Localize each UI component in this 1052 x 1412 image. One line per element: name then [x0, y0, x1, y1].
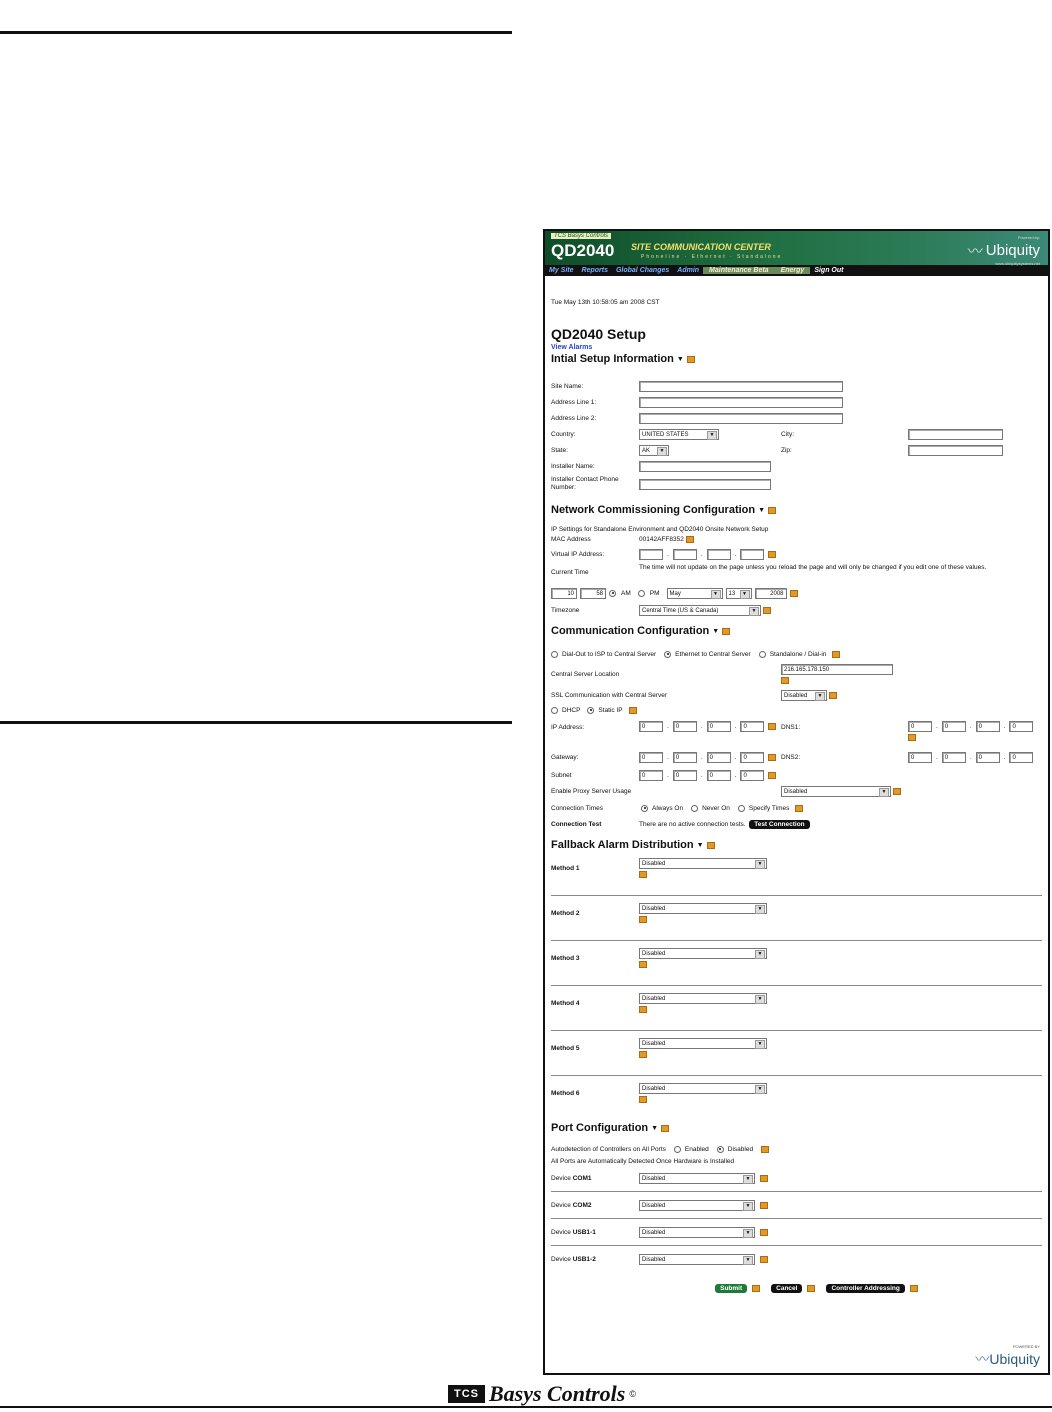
timezone-label: Timezone [551, 606, 580, 614]
ubiquity-text: Ubiquity [989, 1351, 1040, 1367]
help-icon[interactable] [893, 788, 901, 795]
country-label: Country: [551, 430, 576, 438]
virtual-ip-label: Virtual IP Address: [551, 550, 605, 558]
installer-phone-label: Installer Contact Phone Number: [551, 476, 619, 491]
ip-address-label: IP Address: [551, 724, 585, 731]
chevron-down-icon[interactable]: ▼ [758, 506, 766, 514]
method-label: Method 1 [551, 865, 580, 872]
fallback-method-row [551, 945, 1042, 981]
view-alarms-link[interactable]: View Alarms [551, 344, 593, 351]
test-connection-button[interactable]: Test Connection [749, 820, 809, 829]
method-select[interactable]: Disabled ▼ [639, 1038, 767, 1049]
port-device-row [551, 1167, 1042, 1189]
device-prefix: Device [551, 1174, 571, 1182]
section-network[interactable] [551, 504, 1042, 516]
subnet-octet[interactable]: 0 [673, 770, 697, 781]
registered-mark: © [629, 1389, 636, 1399]
zip-input[interactable] [908, 445, 1003, 456]
proxy-select[interactable]: Disabled ▼ [781, 786, 891, 797]
divider [551, 1030, 1042, 1031]
ip-octet[interactable]: 0 [673, 721, 697, 732]
dns1-fields: 0 . 0 . 0 . 0 [908, 721, 1033, 732]
nav-my-site[interactable]: My Site [549, 267, 574, 274]
divider [551, 985, 1042, 986]
mac-value: 00142AFF8352 [639, 535, 684, 543]
device-name: COM2 [572, 1201, 592, 1209]
virtual-ip-fields: . . . [639, 549, 776, 560]
connection-test-label: Connection Test [551, 820, 602, 828]
ethernet-label: Ethernet to Central Server [675, 650, 751, 658]
device-select[interactable]: Disabled ▼ [639, 1254, 755, 1265]
vip-octet-4[interactable] [740, 549, 764, 560]
section-title: Intial Setup Information [551, 353, 674, 365]
tcs-badge: TCS [448, 1385, 485, 1403]
static-ip-label: Static IP [598, 706, 623, 714]
minute-input[interactable]: 58 [580, 588, 606, 599]
specify-times-radio[interactable] [738, 805, 745, 812]
network-description: IP Settings for Standalone Environment and QD2040 Onsite Network Setup [551, 526, 769, 533]
pm-label: PM [649, 589, 660, 597]
timezone-select[interactable]: Central Time (US & Canada) ▼ [639, 605, 761, 616]
city-label: City: [781, 430, 794, 438]
time-note: The time will not update on the page unless you reload the page and will only be changed if you edit one of these values. [639, 564, 987, 571]
vip-octet-2[interactable] [673, 549, 697, 560]
help-icon[interactable] [807, 1285, 815, 1292]
method-label: Method 4 [551, 1000, 580, 1007]
country-select[interactable]: UNITED STATES ▼ [639, 429, 719, 440]
fallback-methods-list [551, 855, 1042, 1116]
help-icon[interactable] [761, 1146, 769, 1153]
central-server-label: Central Server Location [551, 670, 620, 678]
subnet-label: Subnet [551, 771, 572, 779]
address1-label: Address Line 1: [551, 398, 597, 406]
gateway-label: Gateway: [551, 753, 579, 761]
ip-octet[interactable]: 0 [707, 721, 731, 732]
help-icon[interactable] [768, 723, 776, 730]
address1-input[interactable] [639, 397, 843, 408]
help-icon[interactable] [781, 677, 789, 684]
device-select[interactable]: Disabled ▼ [639, 1173, 755, 1184]
page-title: QD2040 Setup [551, 326, 646, 342]
help-icon[interactable] [832, 651, 840, 658]
port-devices-list [551, 1167, 1042, 1270]
ip-address-fields: 0 . 0 . 0 . 0 [639, 721, 776, 732]
autodetect-label: Autodetection of Controllers on All Ports [551, 1145, 666, 1153]
hour-input[interactable]: 10 [551, 588, 577, 599]
help-icon[interactable] [760, 1256, 768, 1263]
proxy-label: Enable Proxy Server Usage [551, 787, 632, 795]
always-on-label: Always On [652, 804, 684, 812]
divider [551, 1191, 1042, 1192]
gateway-fields: 0 . 0 . 0 . 0 [639, 752, 776, 763]
help-icon[interactable] [687, 356, 695, 363]
basys-controls-text: Basys Controls [489, 1381, 626, 1406]
cancel-button[interactable]: Cancel [771, 1284, 802, 1293]
nav-bar [545, 265, 1048, 276]
help-icon[interactable] [639, 1006, 647, 1013]
nav-admin[interactable]: Admin [677, 267, 700, 274]
help-icon[interactable] [829, 692, 837, 699]
help-icon[interactable] [639, 1051, 647, 1058]
dns2-label: DNS2: [781, 753, 801, 761]
help-icon[interactable] [790, 590, 798, 597]
divider [551, 1075, 1042, 1076]
help-icon[interactable] [768, 772, 776, 779]
connection-times-label: Connection Times [551, 804, 604, 812]
help-icon[interactable] [707, 842, 715, 849]
ubiquity-text: Ubiquity [985, 242, 1040, 259]
subnet-fields: 0 . 0 . 0 . 0 [639, 770, 776, 781]
autodetect-enabled-label: Enabled [684, 1145, 709, 1153]
method-label: Method 2 [551, 910, 580, 917]
vip-octet-3[interactable] [707, 549, 731, 560]
method-label: Method 3 [551, 955, 580, 962]
timestamp: Tue May 13th 10:58:05 am 2008 CST [551, 299, 660, 306]
device-name: USB1-2 [572, 1255, 596, 1263]
controller-addressing-button[interactable]: Controller Addressing [826, 1284, 904, 1293]
always-on-radio[interactable] [641, 805, 648, 812]
standalone-radio[interactable] [759, 651, 766, 658]
bottom-rule [0, 1406, 1052, 1408]
day-select[interactable]: 13 ▼ [726, 588, 752, 599]
divider [551, 1218, 1042, 1219]
device-name: USB1-1 [572, 1228, 596, 1236]
never-on-label: Never On [702, 804, 730, 812]
nav-energy[interactable]: Energy [775, 267, 811, 274]
month-select[interactable]: May ▼ [667, 588, 723, 599]
help-icon[interactable] [629, 707, 637, 714]
port-device-row [551, 1221, 1042, 1243]
dns1-octet[interactable]: 0 [1009, 721, 1033, 732]
gw-octet[interactable]: 0 [673, 752, 697, 763]
dns1-label: DNS1: [781, 724, 801, 731]
ubiquity-footer-logo [975, 1344, 1040, 1369]
fallback-method-row [551, 990, 1042, 1026]
device-prefix: Device [551, 1228, 571, 1236]
dialout-label: Dial-Out to ISP to Central Server [562, 650, 657, 658]
subnet-octet[interactable]: 0 [639, 770, 663, 781]
center-subtitle: Phoneline · Ethernet · Standalone [641, 254, 783, 260]
section-communication[interactable] [551, 625, 1042, 637]
dns2-octet[interactable]: 0 [976, 752, 1000, 763]
dns2-fields: 0 . 0 . 0 . 0 [908, 752, 1033, 763]
device-prefix: Device [551, 1201, 571, 1209]
pm-radio[interactable] [638, 590, 645, 597]
ssl-label: SSL Communication with Central Server [551, 691, 668, 699]
help-icon[interactable] [763, 607, 771, 614]
city-input[interactable] [908, 429, 1003, 440]
current-time-label: Current Time [551, 569, 589, 576]
divider [551, 895, 1042, 896]
ports-note: All Ports are Automatically Detected Once Hardware is Installed [551, 1158, 735, 1165]
help-icon[interactable] [639, 1096, 647, 1103]
help-icon[interactable] [686, 536, 694, 543]
am-label: AM [621, 589, 631, 597]
help-icon[interactable] [910, 1285, 918, 1292]
help-icon[interactable] [639, 961, 647, 968]
help-icon[interactable] [760, 1175, 768, 1182]
submit-button[interactable]: Submit [715, 1284, 747, 1293]
help-icon[interactable] [661, 1125, 669, 1132]
year-input[interactable]: 2008 [755, 588, 787, 599]
nav-global-changes[interactable]: Global Changes [615, 267, 670, 274]
ubiquity-url: www.ubiquitysystems.net [995, 261, 1040, 266]
section-fallback[interactable] [551, 839, 1042, 851]
help-icon[interactable] [795, 805, 803, 812]
model-title: QD2040 [551, 241, 615, 260]
chevron-down-icon[interactable]: ▼ [676, 355, 684, 363]
subnet-octet[interactable]: 0 [740, 770, 764, 781]
installer-phone-input[interactable] [639, 479, 771, 490]
dns1-octet[interactable]: 0 [908, 721, 932, 732]
section-title: Fallback Alarm Distribution [551, 839, 694, 851]
method-select[interactable]: Disabled ▼ [639, 948, 767, 959]
powered-by-text: Powered by: [1017, 235, 1040, 240]
help-icon[interactable] [768, 754, 776, 761]
state-select[interactable]: AK ▼ [639, 445, 669, 456]
dns1-octet[interactable]: 0 [976, 721, 1000, 732]
dhcp-label: DHCP [562, 706, 581, 714]
nav-sign-out[interactable]: Sign Out [814, 267, 844, 274]
mid-rule [0, 721, 512, 724]
address2-label: Address Line 2: [551, 414, 597, 422]
connection-test-text: There are no active connection tests. [639, 820, 746, 828]
help-icon[interactable] [722, 628, 730, 635]
help-icon[interactable] [752, 1285, 760, 1292]
help-icon[interactable] [639, 871, 647, 878]
device-prefix: Device [551, 1255, 571, 1263]
ip-octet[interactable]: 0 [740, 721, 764, 732]
device-select[interactable]: Disabled ▼ [639, 1227, 755, 1238]
ssl-select[interactable]: Disabled ▼ [781, 690, 827, 701]
method-label: Method 5 [551, 1045, 580, 1052]
gw-octet[interactable]: 0 [639, 752, 663, 763]
method-label: Method 6 [551, 1090, 580, 1097]
help-icon[interactable] [908, 734, 916, 741]
tcs-basys-logo [448, 1381, 636, 1407]
device-name: COM1 [572, 1174, 592, 1182]
port-device-row [551, 1248, 1042, 1270]
section-initial-setup[interactable] [551, 353, 1042, 365]
mac-label: MAC Address [551, 535, 591, 543]
method-select[interactable]: Disabled ▼ [639, 993, 767, 1004]
installer-name-input[interactable] [639, 461, 771, 472]
fallback-method-row [551, 900, 1042, 936]
site-name-label: Site Name: [551, 382, 584, 390]
ubiquity-wave-icon: 〰 [975, 1351, 990, 1367]
dialout-radio[interactable] [551, 651, 558, 658]
standalone-label: Standalone / Dial-in [769, 650, 827, 658]
powered-by-text: POWERED BY [1012, 1344, 1040, 1349]
center-title: SITE COMMUNICATION CENTER [631, 242, 771, 252]
section-title: Communication Configuration [551, 625, 710, 637]
dns2-octet[interactable]: 0 [908, 752, 932, 763]
top-rule [0, 31, 512, 34]
autodetect-disabled-label: Disabled [727, 1145, 754, 1153]
method-select[interactable]: Disabled ▼ [639, 1083, 767, 1094]
static-ip-radio[interactable] [587, 707, 594, 714]
subnet-octet[interactable]: 0 [707, 770, 731, 781]
state-label: State: [551, 446, 568, 454]
chevron-down-icon[interactable]: ▼ [712, 627, 720, 635]
device-select[interactable]: Disabled ▼ [639, 1200, 755, 1211]
autodetect-enabled-radio[interactable] [674, 1146, 681, 1153]
nav-reports[interactable]: Reports [581, 267, 608, 274]
port-device-row [551, 1194, 1042, 1216]
zip-label: Zip: [781, 446, 792, 454]
tcs-small-logo: TCS Basys Controls [551, 233, 611, 239]
site-name-input[interactable] [639, 381, 843, 392]
section-ports[interactable] [551, 1122, 1042, 1134]
divider [551, 940, 1042, 941]
fallback-method-row [551, 1080, 1042, 1116]
section-title: Port Configuration [551, 1122, 649, 1134]
ubiquity-header-logo [968, 235, 1040, 266]
method-select[interactable]: Disabled ▼ [639, 858, 767, 869]
help-icon[interactable] [768, 507, 776, 514]
autodetect-disabled-radio[interactable] [717, 1146, 724, 1153]
vip-octet-1[interactable] [639, 549, 663, 560]
divider [551, 1245, 1042, 1246]
screenshot-frame [543, 229, 1050, 1375]
dhcp-radio[interactable] [551, 707, 558, 714]
fallback-method-row [551, 1035, 1042, 1071]
chevron-down-icon[interactable]: ▼ [696, 841, 704, 849]
method-select[interactable]: Disabled ▼ [639, 903, 767, 914]
dns2-octet[interactable]: 0 [942, 752, 966, 763]
address2-input[interactable] [639, 413, 843, 424]
ubiquity-wave-icon: 〰 [967, 243, 983, 260]
dns2-octet[interactable]: 0 [1009, 752, 1033, 763]
ethernet-radio[interactable] [664, 651, 671, 658]
am-radio[interactable] [609, 590, 616, 597]
never-on-radio[interactable] [691, 805, 698, 812]
fallback-method-row [551, 855, 1042, 891]
installer-name-label: Installer Name: [551, 462, 595, 470]
app-header [545, 231, 1048, 265]
gw-octet[interactable]: 0 [740, 752, 764, 763]
dns1-octet[interactable]: 0 [942, 721, 966, 732]
section-title: Network Commissioning Configuration [551, 504, 756, 516]
help-icon[interactable] [768, 551, 776, 558]
help-icon[interactable] [760, 1202, 768, 1209]
ip-octet[interactable]: 0 [639, 721, 663, 732]
chevron-down-icon[interactable]: ▼ [651, 1124, 659, 1132]
help-icon[interactable] [760, 1229, 768, 1236]
gw-octet[interactable]: 0 [707, 752, 731, 763]
specify-times-label: Specify Times [748, 804, 790, 812]
central-server-input[interactable]: 216.165.178.150 [781, 664, 893, 675]
help-icon[interactable] [639, 916, 647, 923]
nav-maintenance-beta[interactable]: Maintenance Beta [703, 267, 775, 274]
